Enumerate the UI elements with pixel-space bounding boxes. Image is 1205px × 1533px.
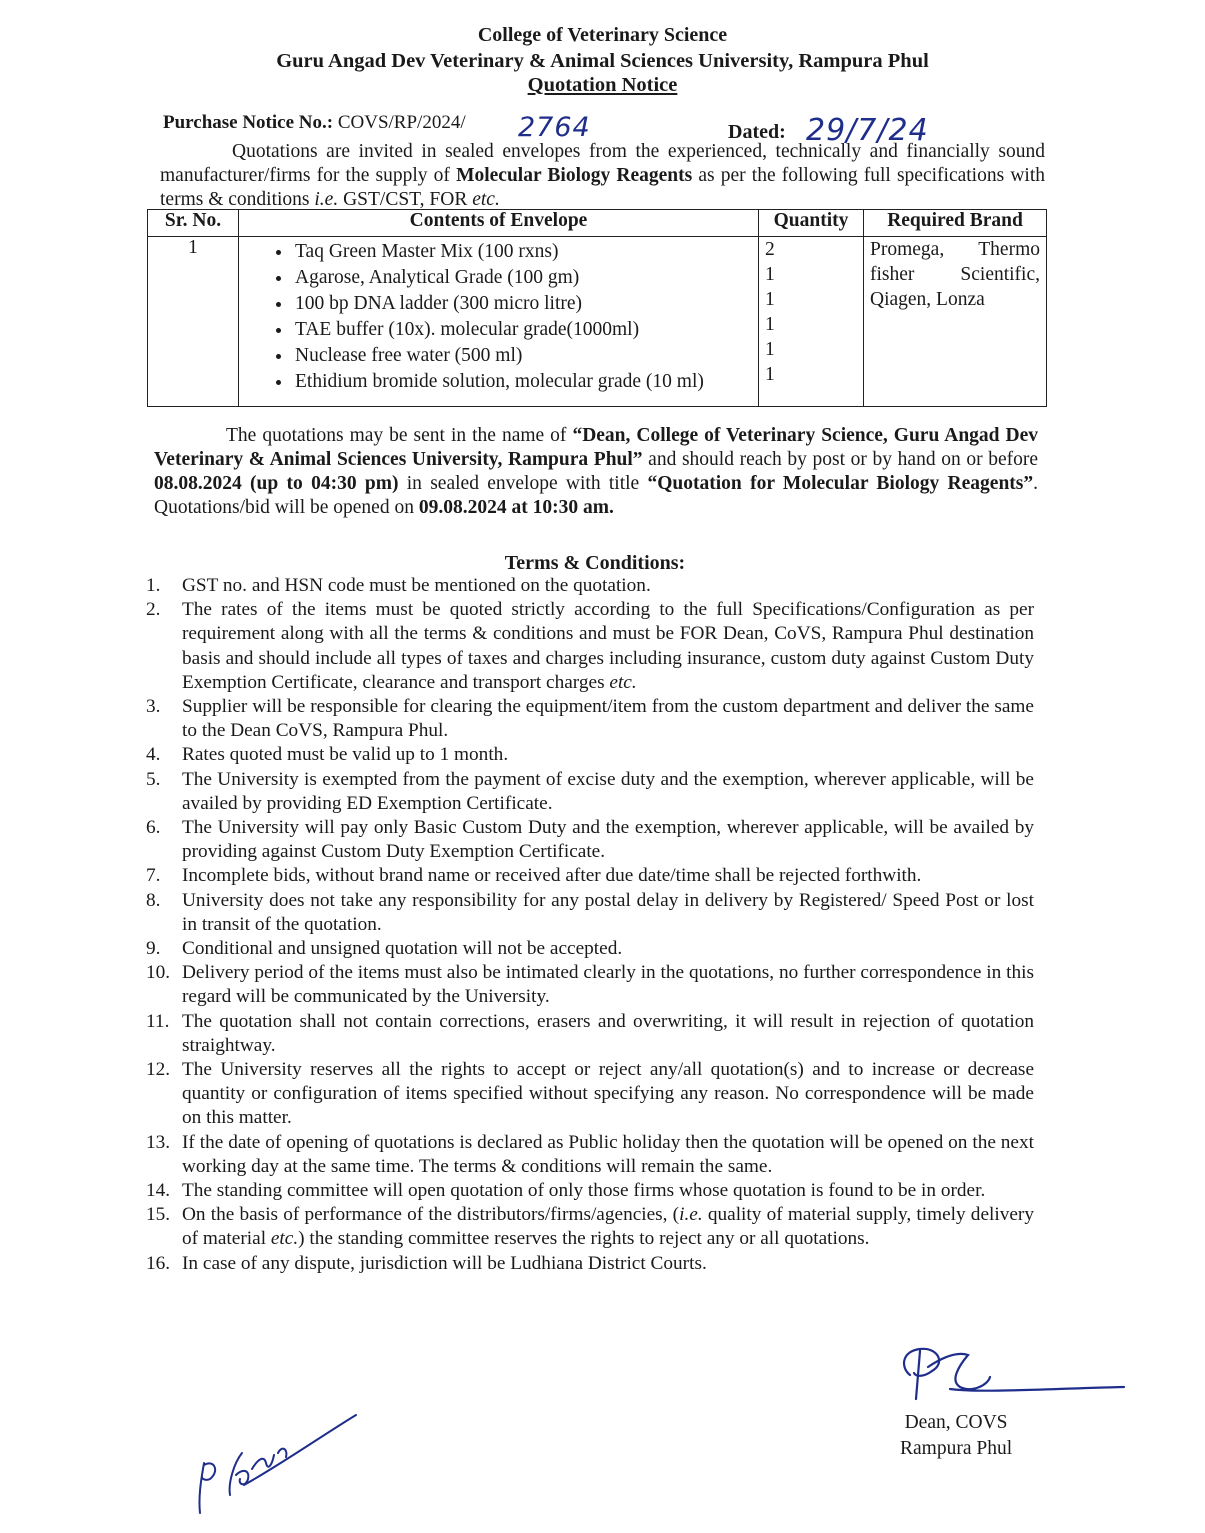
list-item: • Agarose, Analytical Grade (100 gm) bbox=[293, 265, 752, 291]
list-item bbox=[146, 768, 1034, 816]
term-text: quality of material supply, timely delivery of material bbox=[182, 1204, 1034, 1250]
quantity-value: 1 bbox=[765, 264, 775, 285]
term-text: ) the standing committee reserves the rights to reject any or all quotations. bbox=[298, 1228, 870, 1250]
term-number: 14. bbox=[146, 1180, 171, 1202]
term-text: On the basis of performance of the distributors/firms/agencies, ( bbox=[182, 1204, 680, 1226]
college-name: College of Veterinary Science bbox=[477, 24, 728, 46]
term-number: 3. bbox=[146, 696, 161, 718]
list-item bbox=[146, 1058, 1034, 1131]
quantity-value: 1 bbox=[765, 314, 775, 335]
term-number: 1. bbox=[146, 575, 161, 596]
intro-paragraph bbox=[160, 140, 1045, 212]
list-item bbox=[146, 1203, 1034, 1251]
term-number: 5. bbox=[146, 768, 161, 790]
dated-label: Dated: bbox=[728, 121, 786, 143]
term-number: 13. bbox=[146, 1131, 171, 1153]
list-item bbox=[146, 816, 1034, 864]
list-item bbox=[146, 937, 1034, 961]
term-number: 2. bbox=[146, 599, 161, 621]
intro-text-2: as per the following full specifications with terms & conditions bbox=[160, 165, 1045, 210]
term-number: 15. bbox=[146, 1204, 171, 1226]
term-text: If the date of opening of quotations is declared as Public holiday then the quotation will be opened on the next working day at the same time. The terms & conditions will remain the same. bbox=[182, 1131, 1034, 1177]
term-number: 11. bbox=[146, 1010, 170, 1032]
quantity-value: 1 bbox=[765, 364, 775, 385]
term-text: In case of any dispute, jurisdiction will be Ludhiana District Courts. bbox=[182, 1252, 707, 1274]
term-text: GST no. and HSN code must be mentioned on the quotation. bbox=[182, 575, 651, 596]
list-item bbox=[146, 961, 1034, 1009]
submission-text-2: and should reach by post or by hand on or before bbox=[642, 449, 1038, 470]
term-number: 4. bbox=[146, 744, 161, 766]
list-item bbox=[146, 598, 1034, 695]
handwritten-notice-number: 2764 bbox=[518, 112, 591, 143]
list-item bbox=[146, 889, 1034, 937]
quantity-value: 2 bbox=[765, 239, 775, 260]
purchase-notice-line bbox=[163, 112, 466, 134]
intro-subject: Molecular Biology Reagents bbox=[456, 165, 693, 186]
contents-cell bbox=[239, 237, 759, 407]
term-text: Delivery period of the items must also be intimated clearly in the quotations, no further correspondence in this regard will be communicated by the University. bbox=[182, 962, 1034, 1008]
header-required-brand: Required Brand bbox=[864, 210, 1047, 237]
list-item bbox=[146, 1252, 1034, 1276]
term-etc: etc. bbox=[609, 671, 637, 693]
list-item bbox=[146, 1179, 1034, 1203]
term-number: 9. bbox=[146, 938, 161, 960]
term-number: 7. bbox=[146, 865, 161, 887]
list-item bbox=[146, 743, 1034, 767]
term-number: 12. bbox=[146, 1059, 171, 1081]
quantity-value: 1 bbox=[765, 289, 775, 310]
handwritten-date: 29/7/24 bbox=[806, 113, 929, 148]
terms-list bbox=[146, 574, 1034, 1276]
term-text: University does not take any responsibility for any postal delay in delivery by Registered/ Speed Post or lost in transit of the quotation. bbox=[182, 889, 1034, 935]
term-number: 16. bbox=[146, 1252, 171, 1274]
page-title: Quotation Notice bbox=[527, 74, 678, 96]
terms-heading: Terms & Conditions: bbox=[504, 552, 686, 574]
term-text: The quotation shall not contain corrections, erasers and overwriting, it will result in rejection of quotation straightway. bbox=[182, 1010, 1034, 1056]
header-contents: Contents of Envelope bbox=[239, 210, 759, 237]
term-text: The rates of the items must be quoted strictly according to the full Specifications/Configuration as per requirement along with all the terms & conditions and must be FOR Dean, CoVS, Rampura Phul destination basis and should include all types of taxes and charges including insurance, custom duty against Custom Duty Exemption Certificate, clearance and transport charges bbox=[182, 599, 1034, 693]
quantity-value: 1 bbox=[765, 339, 775, 360]
term-text: Incomplete bids, without brand name or received after due date/time shall be rejected forthwith. bbox=[182, 865, 922, 887]
intro-ie: i.e. bbox=[314, 189, 339, 210]
header-quantity: Quantity bbox=[759, 210, 864, 237]
term-text: Rates quoted must be valid up to 1 month. bbox=[182, 744, 509, 766]
list-item bbox=[146, 864, 1034, 888]
table-row bbox=[148, 237, 1047, 407]
term-text: The standing committee will open quotation of only those firms whose quotation is found to be in order. bbox=[182, 1180, 986, 1202]
signatory-title: Dean, COVS bbox=[904, 1412, 1008, 1433]
submission-text-4: . Quotations/bid will be opened on bbox=[154, 473, 1039, 518]
initial-signature bbox=[180, 1405, 370, 1525]
list-item: • Taq Green Master Mix (100 rxns) bbox=[293, 239, 752, 265]
envelope-title: “Quotation for Molecular Biology Reagents” bbox=[647, 473, 1034, 494]
term-number: 6. bbox=[146, 817, 161, 839]
list-item: • Nuclease free water (500 ml) bbox=[293, 343, 752, 369]
term-text: The University reserves all the rights to accept or reject any/all quotation(s) and to increase or decrease quantity or configuration of items specified without specifying any reason. No correspondence will be made on this matter. bbox=[182, 1059, 1034, 1129]
purchase-notice-label: Purchase Notice No.: bbox=[163, 112, 334, 133]
submission-paragraph bbox=[154, 424, 1038, 520]
dean-signature bbox=[880, 1337, 1130, 1417]
term-text: The University is exempted from the payment of excise duty and the exemption, wherever applicable, will be availed by providing ED Exemption Certificate. bbox=[182, 768, 1034, 814]
term-text: Conditional and unsigned quotation will not be accepted. bbox=[182, 938, 623, 960]
addressee: “Dean, College of Veterinary Science, Guru Angad Dev Veterinary & Animal Sciences University, Rampura Phul” bbox=[154, 425, 1038, 470]
university-name: Guru Angad Dev Veterinary & Animal Sciences University, Rampura Phul bbox=[276, 50, 929, 72]
term-text: The University will pay only Basic Custom Duty and the exemption, wherever applicable, will be availed by providing against Custom Duty Exemption Certificate. bbox=[182, 817, 1034, 863]
term-ie: i.e. bbox=[679, 1204, 703, 1226]
intro-etc: etc. bbox=[472, 189, 500, 210]
quantity-cell bbox=[759, 237, 864, 407]
items-table bbox=[147, 209, 1047, 407]
required-brand-cell: Promega, Thermo fisher Scientific, Qiagen, Lonza bbox=[864, 237, 1047, 407]
signatory-block bbox=[900, 1410, 1012, 1462]
term-number: 10. bbox=[146, 962, 171, 984]
due-date: 08.08.2024 (up to 04:30 pm) bbox=[154, 473, 399, 494]
purchase-notice-number: COVS/RP/2024/ bbox=[337, 112, 466, 133]
list-item bbox=[146, 1131, 1034, 1179]
sr-no-cell: 1 bbox=[148, 237, 239, 407]
signatory-place: Rampura Phul bbox=[900, 1438, 1013, 1459]
list-item bbox=[146, 574, 1034, 598]
list-item: • 100 bp DNA ladder (300 micro litre) bbox=[293, 291, 752, 317]
table-header-row bbox=[148, 210, 1047, 237]
list-item: • TAE buffer (10x). molecular grade(1000ml) bbox=[293, 317, 752, 343]
items-list bbox=[245, 239, 752, 395]
opening-date: 09.08.2024 at 10:30 am. bbox=[418, 497, 614, 518]
submission-text-3: in sealed envelope with title bbox=[398, 473, 648, 494]
term-text: Supplier will be responsible for clearing the equipment/item from the custom department and deliver the same to the Dean CoVS, Rampura Phul. bbox=[182, 696, 1034, 742]
term-number: 8. bbox=[146, 889, 161, 911]
list-item bbox=[146, 695, 1034, 743]
list-item bbox=[146, 1010, 1034, 1058]
intro-text-1: Quotations are invited in sealed envelopes from the experienced, technically and financially sound manufacturer/firms for the supply of bbox=[160, 141, 1045, 186]
intro-text-3: GST/CST, FOR bbox=[338, 189, 473, 210]
header-sr-no: Sr. No. bbox=[148, 210, 239, 237]
term-etc: etc. bbox=[270, 1228, 299, 1250]
list-item: • Ethidium bromide solution, molecular grade (10 ml) bbox=[293, 369, 752, 395]
submission-text-1: The quotations may be sent in the name of bbox=[226, 425, 573, 446]
